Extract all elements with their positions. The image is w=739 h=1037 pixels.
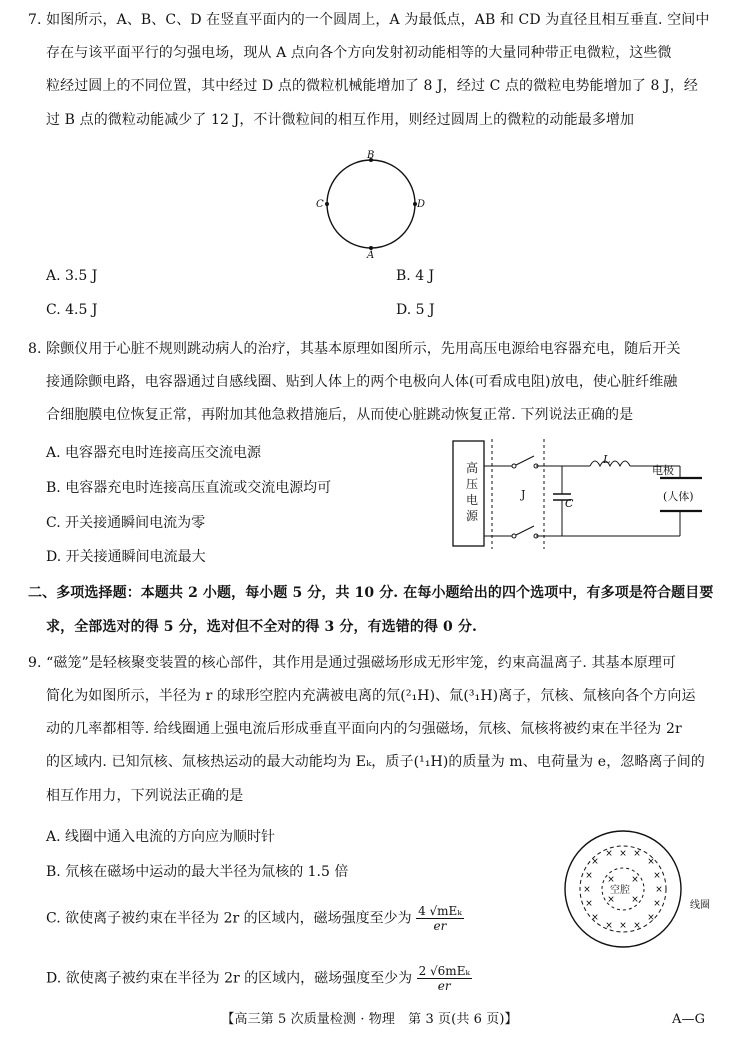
q8-option-c: C. 开关接通瞬间电流为零 (46, 515, 206, 531)
q7-option-c: C. 4.5 J (46, 302, 98, 318)
power-source-char: 源 (465, 509, 478, 523)
field-cross: × (631, 875, 639, 885)
q8-option-b: B. 电容器充电时连接高压直流或交流电源均可 (46, 480, 332, 496)
q9-option-d-text: D. 欲使离子被约束在半径为 2r 的区域内，磁场强度至少为 (46, 970, 413, 987)
q9-option-c (46, 904, 464, 933)
q9-option-a: A. 线圈中通入电流的方向应为顺时针 (46, 829, 276, 845)
q8-line-3: 合细胞膜电位恢复正常，再附加其他急救措施后，从而使心脏跳动恢复正常. 下列说法正确的是 (46, 407, 634, 423)
field-cross: × (591, 913, 599, 923)
capacitor-label: C (565, 497, 574, 510)
page-footer: 【高三第 5 次质量检测 · 物理 第 3 页(共 6 页)】 (221, 1012, 518, 1027)
q7-circle (327, 160, 415, 248)
switch-bottom-blade (514, 526, 534, 536)
section2-heading-line-2: 求，全部选对的得 5 分，选对但不全对的得 3 分，有选错的得 0 分. (46, 619, 477, 635)
field-cross: × (653, 871, 661, 881)
power-source-char: 高 (465, 461, 478, 475)
fraction-denominator: er (433, 919, 447, 933)
q9-option-d (46, 964, 472, 993)
q7-option-a: A. 3.5 J (46, 268, 98, 284)
q7-circle-figure (312, 148, 432, 263)
q9-line-5: 相互作用力，下列说法正确的是 (46, 788, 244, 804)
fraction-denominator: er (437, 979, 451, 993)
q9-line-2: 简化为如图所示，半径为 r 的球形空腔内充满被电离的氘(²₁H)、氚(³₁H)离子，氘核、氚核向各个方向运 (46, 688, 696, 704)
q8-line-1: 8. 除颤仪用于心脏不规则跳动病人的治疗，其基本原理如图所示，先用高压电源给电容器充电，随后开关 (28, 341, 681, 357)
q7-line-3: 粒经过圆上的不同位置，其中经过 D 点的微粒机械能增加了 8 J，经过 C 点的微粒电势能增加了 8 J，经 (46, 78, 698, 94)
q9-line-3: 动的几率都相等. 给线圈通上强电流后形成垂直平面向内的匀强磁场，氘核、氚核将被约束在半径为 2r (46, 721, 682, 737)
q7-label-c: C (316, 199, 324, 210)
q7-line-2: 存在与该平面平行的匀强电场，现从 A 点向各个方向发射初动能相等的大量同种带正电微粒，这些微 (46, 45, 672, 61)
paper-code: A—G (672, 1012, 706, 1027)
inductor-label: L (603, 453, 611, 466)
switch-label: J (521, 488, 526, 501)
switch-top-blade (514, 456, 534, 466)
field-cross: × (655, 885, 663, 895)
q7-label-b: B (367, 150, 375, 161)
q8-option-d: D. 开关接通瞬间电流最大 (46, 549, 206, 565)
q8-line-2: 接通除颤电路，电容器通过自感线圈、贴到人体上的两个电极向人体(可看成电阻)放电，使心脏纤维融 (46, 374, 678, 390)
field-cross: × (583, 885, 591, 895)
field-cross: × (633, 849, 641, 859)
electrode-label: 电极 (652, 464, 674, 477)
coil-label: 线圈 (690, 900, 710, 911)
field-cross: × (647, 857, 655, 867)
q9-option-c-text: C. 欲使离子被约束在半径为 2r 的区域内，磁场强度至少为 (46, 910, 412, 927)
field-cross: × (631, 895, 639, 905)
field-cross: × (591, 857, 599, 867)
cavity-label: 空腔 (610, 885, 630, 896)
q9-option-c-fraction (416, 904, 464, 933)
field-cross: × (605, 921, 613, 931)
q7-line-4: 过 B 点的微粒动能减少了 12 J，不计微粒间的相互作用，则经过圆周上的微粒的动能最多增加 (46, 112, 635, 128)
field-cross: × (619, 921, 627, 931)
q9-line-4: 的区域内. 已知氘核、氚核热运动的最大动能均为 Eₖ，质子(¹₁H)的质量为 m、电荷量为 e，忽略离子间的 (46, 754, 705, 770)
field-cross: × (585, 899, 593, 909)
q8-option-a: A. 电容器充电时连接高压交流电源 (46, 445, 262, 461)
q7-option-b: B. 4 J (396, 268, 435, 284)
field-cross: × (585, 871, 593, 881)
section2-heading-line-1: 二、多项选择题：本题共 2 小题，每小题 5 分，共 10 分. 在每小题给出的四个选项中，有多项是符合题目要 (28, 585, 714, 601)
field-cross: × (605, 849, 613, 859)
fraction-numerator: 2 √6mEₖ (418, 964, 470, 978)
human-body-label: (人体) (663, 490, 694, 503)
field-cross: × (653, 899, 661, 909)
q9-option-b: B. 氘核在磁场中运动的最大半径为氚核的 1.5 倍 (46, 864, 349, 880)
q7-label-a: A (367, 250, 375, 261)
field-cross: × (619, 849, 627, 859)
field-cross: × (647, 913, 655, 923)
q7-label-d: D (417, 199, 426, 210)
q7-option-d: D. 5 J (396, 302, 435, 318)
field-cross: × (607, 895, 615, 905)
power-source-label (465, 460, 479, 524)
field-cross: × (633, 921, 641, 931)
power-source-char: 电 (465, 493, 478, 507)
q9-line-1: 9. “磁笼”是轻核聚变装置的核心部件，其作用是通过强磁场形成无形牢笼，约束高温离子. 其基本原理可 (28, 655, 677, 671)
q9-option-d-fraction (417, 964, 472, 993)
power-source-char: 压 (465, 477, 478, 491)
fraction-numerator: 4 √mEₖ (418, 904, 462, 918)
q7-line-1: 7. 如图所示，A、B、C、D 在竖直平面内的一个圆周上，A 为最低点，AB 和 CD 为直径且相互垂直. 空间中 (28, 12, 710, 28)
field-cross: × (607, 875, 615, 885)
